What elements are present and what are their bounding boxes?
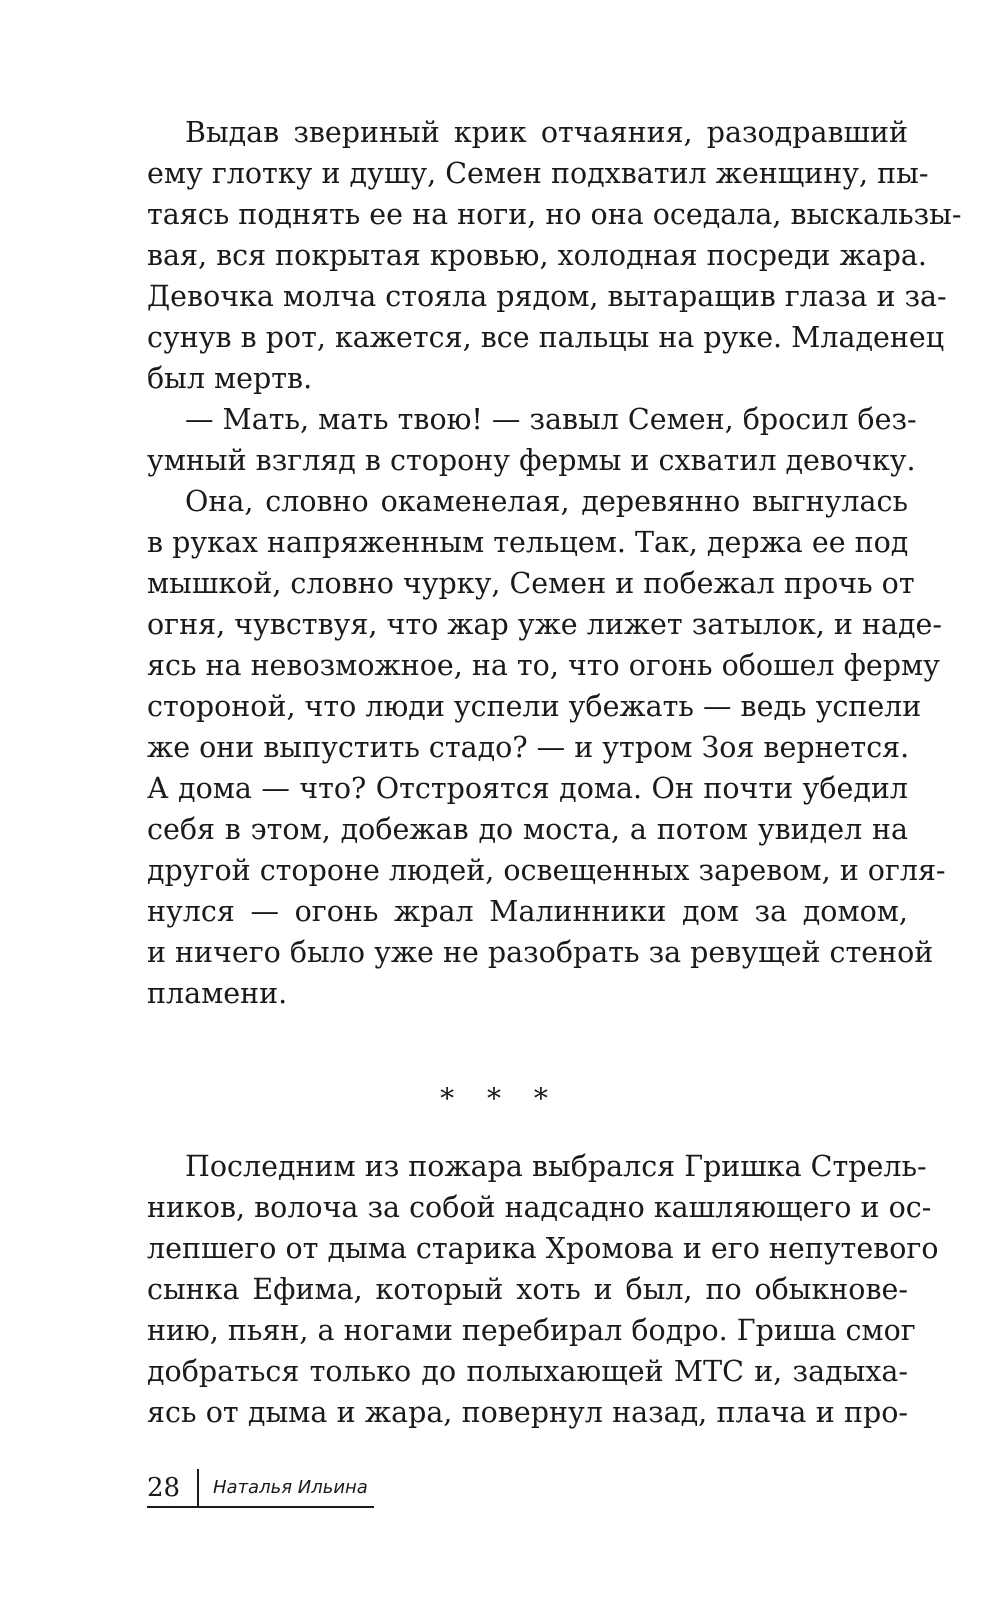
text-line: мышкой, словно чурку, Семен и побежал прочь от bbox=[147, 567, 915, 600]
text-line: ников, волоча за собой надсадно кашляющего и ос- bbox=[147, 1191, 932, 1224]
text-line: таясь поднять ее на ноги, но она оседала, выскальзы- bbox=[147, 198, 962, 231]
text-line: ему глотку и душу, Семен подхватил женщину, пы- bbox=[147, 157, 929, 190]
text-line: Она, словно окаменелая, деревянно выгнулась bbox=[185, 485, 908, 518]
text-line: умный взгляд в сторону фермы и схватил девочку. bbox=[147, 444, 916, 477]
text-line: — Мать, мать твою! — завыл Семен, бросил без- bbox=[185, 403, 917, 436]
text-line: был мертв. bbox=[147, 362, 313, 395]
text-line: ясь на невозможное, на то, что огонь обошел ферму bbox=[147, 649, 940, 682]
text-line: сунув в рот, кажется, все пальцы на руке. Младенец bbox=[147, 321, 945, 354]
text-line: лепшего от дыма старика Хромова и его непутевого bbox=[147, 1232, 939, 1265]
text-line: другой стороне людей, освещенных заревом, и огля- bbox=[147, 854, 946, 887]
author-name: Наталья Ильина bbox=[199, 1468, 374, 1508]
text-line: пламени. bbox=[147, 977, 288, 1010]
text-line: А дома — что? Отстроятся дома. Он почти убедил bbox=[147, 772, 908, 805]
text-line: добраться только до полыхающей МТС и, задыха- bbox=[147, 1355, 908, 1388]
text-line: в руках напряженным тельцем. Так, держа ее под bbox=[147, 526, 909, 559]
text-line: стороной, что люди успели убежать — ведь успели bbox=[147, 690, 922, 723]
text-line: Девочка молча стояла рядом, вытаращив глаза и за- bbox=[147, 280, 947, 313]
text-line: же они выпустить стадо? — и утром Зоя вернется. bbox=[147, 731, 910, 764]
text-line: Выдав звериный крик отчаяния, разодравший bbox=[185, 116, 908, 149]
text-line: огня, чувствуя, что жар уже лижет затылок, и наде- bbox=[147, 608, 943, 641]
page-number: 28 bbox=[147, 1469, 199, 1507]
footer-rule bbox=[147, 1506, 199, 1508]
text-line: нулся — огонь жрал Малинники дом за домом, bbox=[147, 895, 908, 928]
text-line: себя в этом, добежав до моста, а потом увидел на bbox=[147, 813, 908, 846]
text-line: сынка Ефима, который хоть и был, по обыкнове- bbox=[147, 1273, 908, 1306]
text-line: вая, вся покрытая кровью, холодная посреди жара. bbox=[147, 239, 927, 272]
section-separator: * * * bbox=[440, 1082, 560, 1115]
text-line: и ничего было уже не разобрать за ревущей стеной bbox=[147, 936, 934, 969]
text-line: Последним из пожара выбрался Гришка Стрель- bbox=[185, 1150, 927, 1183]
text-line: нию, пьян, а ногами перебирал бодро. Гриша смог bbox=[147, 1314, 916, 1347]
text-line: ясь от дыма и жара, повернул назад, плача и про- bbox=[147, 1396, 908, 1429]
page-footer bbox=[147, 1466, 374, 1510]
